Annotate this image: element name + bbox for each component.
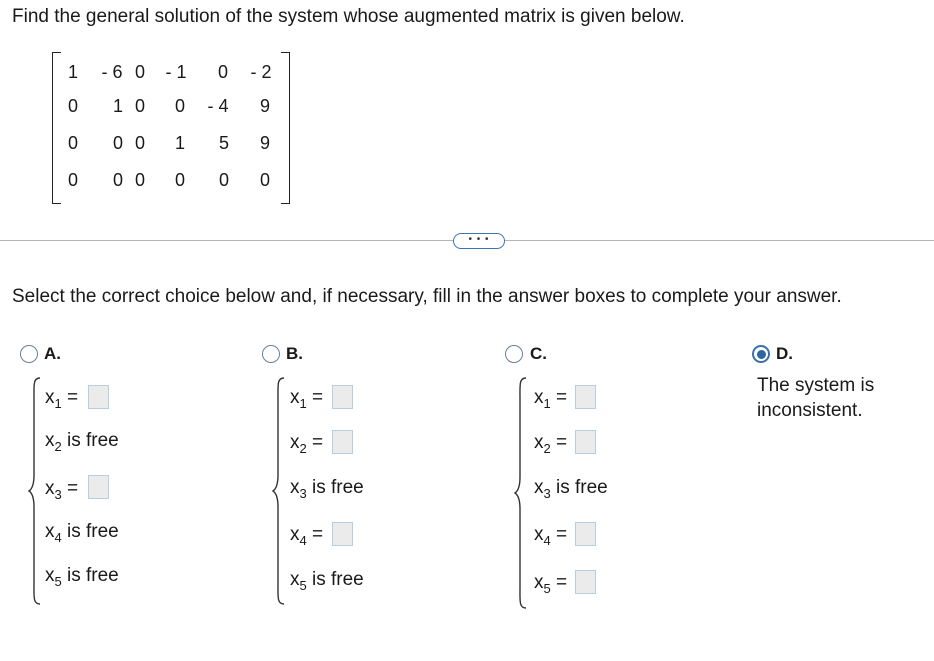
option-c-label[interactable]: C. bbox=[530, 344, 547, 363]
option-b-x2-input[interactable] bbox=[332, 430, 353, 454]
more-button[interactable]: • • • bbox=[453, 233, 505, 249]
matrix-cell: 0 bbox=[134, 62, 146, 82]
matrix-left-bracket bbox=[52, 52, 61, 204]
option-c-x4-label: $x_4$ = bbox=[534, 524, 568, 548]
matrix-cell: 0 bbox=[67, 170, 79, 190]
matrix-cell: 0 bbox=[217, 62, 229, 82]
matrix-cell: - 4 bbox=[207, 96, 229, 116]
option-c-x5-label: $x_5$ = bbox=[534, 572, 568, 596]
option-b-x1-label: $x_1$ = bbox=[290, 387, 324, 411]
matrix-cell: - 6 bbox=[101, 62, 123, 82]
option-c-radio[interactable] bbox=[505, 345, 523, 363]
option-b-radio[interactable] bbox=[262, 345, 280, 363]
matrix-cell: 0 bbox=[259, 170, 271, 190]
option-c-x2-input[interactable] bbox=[575, 430, 596, 454]
option-c-x5-input[interactable] bbox=[575, 570, 596, 594]
option-a-radio[interactable] bbox=[20, 345, 38, 363]
matrix-cell: - 2 bbox=[250, 62, 272, 82]
matrix-cell: 0 bbox=[174, 96, 186, 116]
option-a-x3-input[interactable] bbox=[88, 475, 109, 499]
option-a-brace bbox=[28, 377, 42, 605]
option-a-label[interactable]: A. bbox=[44, 344, 61, 363]
option-c-x1-input[interactable] bbox=[575, 385, 596, 409]
option-c-x2-label: $x_2$ = bbox=[534, 432, 568, 456]
option-a-x4-label: $x_4$ is free bbox=[45, 521, 119, 545]
option-a-x2-label: $x_2$ is free bbox=[45, 430, 119, 454]
option-b-x5-label: $x_5$ is free bbox=[290, 569, 364, 593]
instruction-text: Select the correct choice below and, if necessary, fill in the answer boxes to complete your answer. bbox=[12, 286, 842, 307]
matrix-cell: 9 bbox=[259, 96, 271, 116]
matrix-cell: 0 bbox=[174, 170, 186, 190]
option-c-x3-label: $x_3$ is free bbox=[534, 477, 608, 501]
matrix-cell: 0 bbox=[134, 170, 146, 190]
option-d-text-line1: The system is bbox=[757, 375, 875, 396]
augmented-matrix bbox=[52, 52, 290, 202]
matrix-cell: 1 bbox=[174, 133, 186, 153]
option-c-x1-label: $x_1$ = bbox=[534, 387, 568, 411]
option-b-brace bbox=[272, 377, 286, 605]
matrix-cell: 0 bbox=[134, 133, 146, 153]
matrix-cell: 9 bbox=[259, 133, 271, 153]
matrix-cell: 0 bbox=[134, 96, 146, 116]
option-b-x4-label: $x_4$ = bbox=[290, 524, 324, 548]
option-b-x2-label: $x_2$ = bbox=[290, 432, 324, 456]
matrix-cell: 0 bbox=[112, 170, 124, 190]
option-b-x3-label: $x_3$ is free bbox=[290, 477, 364, 501]
option-c-brace bbox=[514, 377, 528, 609]
matrix-cell: 0 bbox=[67, 133, 79, 153]
option-d-text bbox=[757, 373, 874, 423]
option-c-x4-input[interactable] bbox=[575, 522, 596, 546]
option-a-x5-label: $x_5$ is free bbox=[45, 565, 119, 589]
question-text: Find the general solution of the system whose augmented matrix is given below. bbox=[12, 6, 685, 27]
option-d-radio[interactable] bbox=[752, 345, 770, 363]
option-d-label[interactable]: D. bbox=[776, 344, 793, 363]
option-b-x1-input[interactable] bbox=[332, 385, 353, 409]
matrix-right-bracket bbox=[281, 52, 290, 204]
option-b-label[interactable]: B. bbox=[286, 344, 303, 363]
matrix-cell: 1 bbox=[67, 62, 79, 82]
matrix-cell: 1 bbox=[112, 96, 124, 116]
option-a-x1-label: $x_1$ = bbox=[45, 387, 79, 411]
option-b-x4-input[interactable] bbox=[332, 522, 353, 546]
matrix-cell: - 1 bbox=[165, 62, 187, 82]
matrix-cell: 5 bbox=[218, 133, 230, 153]
matrix-cell: 0 bbox=[67, 96, 79, 116]
matrix-cell: 0 bbox=[112, 133, 124, 153]
matrix-cell: 0 bbox=[218, 170, 230, 190]
option-d-text-line2: inconsistent. bbox=[757, 400, 863, 421]
option-a-x1-input[interactable] bbox=[88, 385, 109, 409]
option-a-x3-label: $x_3$ = bbox=[45, 478, 79, 502]
